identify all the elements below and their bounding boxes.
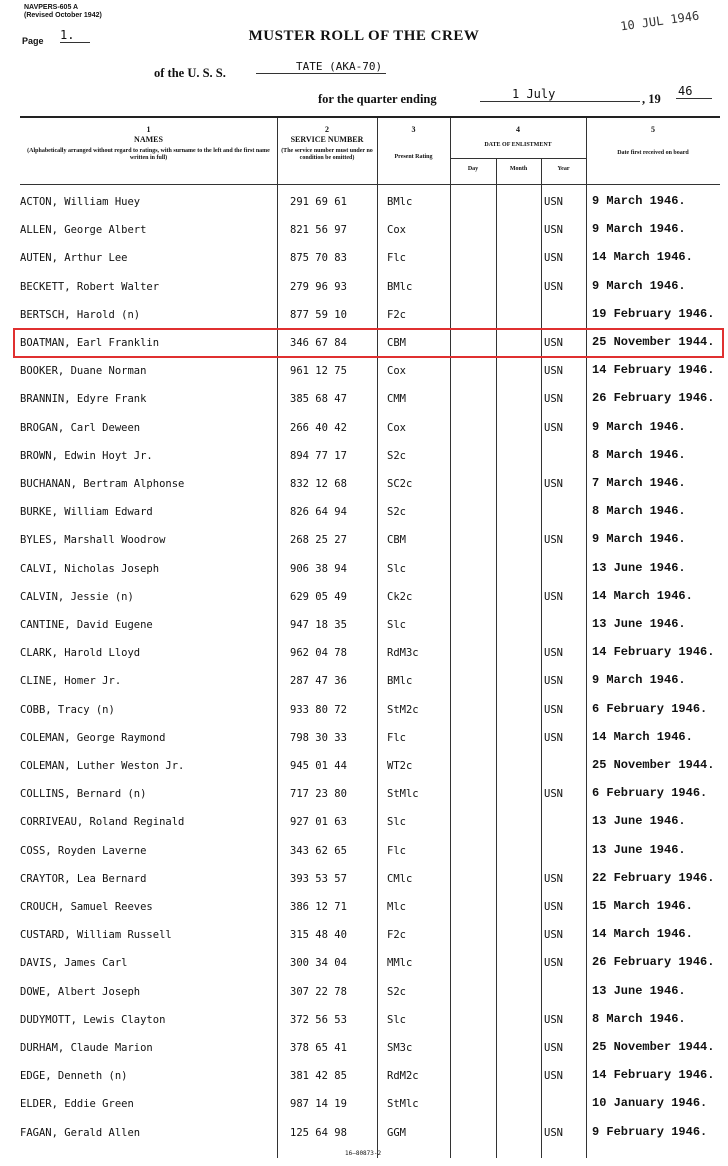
service-number: 300 34 04 bbox=[290, 957, 347, 970]
date-received: 7 March 1946. bbox=[592, 476, 686, 490]
date-received: 14 March 1946. bbox=[592, 588, 693, 603]
date-received: 25 November 1944. bbox=[592, 335, 715, 349]
col4-month: Month bbox=[509, 166, 528, 172]
quarter-label: for the quarter ending bbox=[318, 92, 437, 106]
service-number: 629 05 49 bbox=[290, 590, 347, 603]
service-number: 372 56 53 bbox=[290, 1013, 347, 1026]
crew-name: CLINE, Homer Jr. bbox=[20, 675, 122, 688]
service-number: 832 12 68 bbox=[290, 478, 347, 490]
present-rating: WT2c bbox=[387, 760, 413, 772]
service-number: 315 48 40 bbox=[290, 929, 347, 942]
service-number: 346 67 84 bbox=[290, 337, 347, 349]
date-received: 9 March 1946. bbox=[592, 194, 686, 208]
enlistment-year: USN bbox=[544, 337, 563, 349]
date-received: 14 March 1946. bbox=[592, 729, 693, 744]
enlistment-year: USN bbox=[544, 252, 563, 265]
service-number: 875 70 83 bbox=[290, 252, 347, 265]
enlistment-year: USN bbox=[544, 929, 563, 942]
table-row bbox=[20, 895, 720, 923]
crew-name: COLLINS, Bernard (n) bbox=[20, 788, 147, 801]
table-row bbox=[20, 303, 720, 331]
enlistment-year: USN bbox=[544, 196, 563, 208]
table-row bbox=[20, 557, 720, 585]
crew-name: BUCHANAN, Bertram Alphonse bbox=[20, 478, 185, 490]
table-row bbox=[20, 839, 720, 867]
service-number: 385 68 47 bbox=[290, 393, 347, 406]
service-number: 287 47 36 bbox=[290, 675, 347, 688]
enlistment-year: USN bbox=[544, 647, 563, 660]
date-received: 8 March 1946. bbox=[592, 1011, 686, 1026]
present-rating: StMlc bbox=[387, 1098, 419, 1111]
crew-name: DOWE, Albert Joseph bbox=[20, 985, 141, 998]
crew-name: DUDYMOTT, Lewis Clayton bbox=[20, 1013, 166, 1026]
date-received: 15 March 1946. bbox=[592, 899, 693, 913]
table-row bbox=[20, 951, 720, 979]
date-received: 9 March 1946. bbox=[592, 419, 686, 434]
year-prefix: , 19 bbox=[642, 92, 661, 106]
present-rating: Flc bbox=[387, 252, 406, 265]
col3-title: Present Rating bbox=[394, 154, 433, 160]
present-rating: RdM3c bbox=[387, 647, 419, 660]
form-id bbox=[24, 4, 102, 20]
enlistment-year: USN bbox=[544, 393, 563, 406]
present-rating: Slc bbox=[387, 1013, 406, 1026]
enlistment-year: USN bbox=[544, 957, 563, 970]
service-number: 962 04 78 bbox=[290, 647, 347, 660]
table-row bbox=[20, 669, 720, 697]
service-number: 947 18 35 bbox=[290, 619, 347, 631]
date-received: 6 February 1946. bbox=[592, 786, 708, 801]
col4-title: DATE OF ENLISTMENT bbox=[484, 142, 552, 148]
crew-name: CUSTARD, William Russell bbox=[20, 929, 172, 942]
enlistment-year: USN bbox=[544, 901, 563, 913]
crew-name: BROWN, Edwin Hoyt Jr. bbox=[20, 449, 153, 462]
table-row bbox=[20, 1064, 720, 1092]
date-received: 9 March 1946. bbox=[592, 278, 686, 293]
present-rating: Slc bbox=[387, 619, 406, 631]
crew-name: BECKETT, Robert Walter bbox=[20, 280, 160, 293]
col5-title: Date first received on board bbox=[617, 150, 689, 156]
service-number: 279 96 93 bbox=[290, 280, 347, 293]
date-received: 9 March 1946. bbox=[592, 222, 686, 237]
page-title: MUSTER ROLL OF THE CREW bbox=[248, 28, 480, 44]
present-rating: BMlc bbox=[387, 280, 413, 293]
date-received: 9 March 1946. bbox=[592, 532, 686, 547]
present-rating: StMlc bbox=[387, 788, 419, 801]
service-number: 927 01 63 bbox=[290, 816, 347, 829]
date-received: 8 March 1946. bbox=[592, 504, 686, 519]
date-received: 13 June 1946. bbox=[592, 560, 686, 575]
enlistment-year: USN bbox=[544, 788, 563, 801]
present-rating: Slc bbox=[387, 816, 406, 829]
col4-day: Day bbox=[467, 166, 479, 172]
enlistment-year: USN bbox=[544, 534, 563, 547]
crew-name: DURHAM, Claude Marion bbox=[20, 1042, 153, 1054]
table-row bbox=[20, 1092, 720, 1120]
present-rating: StM2c bbox=[387, 703, 419, 716]
enlistment-year: USN bbox=[544, 731, 563, 744]
col1-title: NAMES bbox=[134, 135, 163, 144]
date-received: 13 June 1946. bbox=[592, 983, 686, 998]
present-rating: BMlc bbox=[387, 196, 413, 208]
date-received: 26 February 1946. bbox=[592, 955, 715, 970]
crew-name: COBB, Tracy (n) bbox=[20, 703, 115, 716]
present-rating: F2c bbox=[387, 929, 406, 942]
present-rating: SC2c bbox=[387, 478, 413, 490]
table-row bbox=[20, 444, 720, 472]
crew-name: CRAYTOR, Lea Bernard bbox=[20, 872, 147, 885]
present-rating: Mlc bbox=[387, 901, 406, 913]
col4-number: 4 bbox=[516, 125, 520, 134]
date-stamp: 10 JUL 1946 bbox=[619, 8, 701, 34]
table-row bbox=[20, 246, 720, 274]
present-rating: Flc bbox=[387, 844, 406, 857]
crew-name: EDGE, Denneth (n) bbox=[20, 1070, 128, 1083]
date-received: 9 March 1946. bbox=[592, 673, 686, 688]
present-rating: CMM bbox=[387, 393, 406, 406]
table-row bbox=[20, 613, 720, 641]
date-received: 14 February 1946. bbox=[592, 645, 715, 660]
page-label: Page bbox=[22, 36, 44, 46]
enlistment-year: USN bbox=[544, 590, 563, 603]
table-row bbox=[20, 585, 720, 613]
service-number: 717 23 80 bbox=[290, 788, 347, 801]
table-row bbox=[20, 641, 720, 669]
service-number: 906 38 94 bbox=[290, 562, 347, 575]
service-number: 268 25 27 bbox=[290, 534, 347, 547]
table-row bbox=[20, 190, 720, 218]
crew-name: COLEMAN, Luther Weston Jr. bbox=[20, 760, 185, 772]
table-row bbox=[20, 472, 720, 500]
ship-label: of the U. S. S. bbox=[154, 66, 226, 80]
present-rating: S2c bbox=[387, 985, 406, 998]
crew-name: BOOKER, Duane Norman bbox=[20, 365, 147, 378]
service-number: 894 77 17 bbox=[290, 449, 347, 462]
crew-name: FAGAN, Gerald Allen bbox=[20, 1126, 141, 1139]
table-row bbox=[20, 754, 720, 782]
col2-title: SERVICE NUMBER bbox=[290, 135, 364, 144]
date-received: 13 June 1946. bbox=[592, 842, 686, 857]
year-value: 46 bbox=[676, 84, 712, 99]
service-number: 291 69 61 bbox=[290, 196, 347, 208]
date-received: 25 November 1944. bbox=[592, 1040, 715, 1054]
table-row bbox=[20, 218, 720, 246]
col1-note: (Alphabetically arranged without regard to ratings, with surname to the left and the first name written in full) bbox=[27, 148, 270, 161]
enlistment-year: USN bbox=[544, 1070, 563, 1083]
date-received: 10 January 1946. bbox=[592, 1096, 708, 1111]
service-number: 821 56 97 bbox=[290, 224, 347, 237]
present-rating: SM3c bbox=[387, 1042, 413, 1054]
enlistment-year: USN bbox=[544, 280, 563, 293]
crew-name: BURKE, William Edward bbox=[20, 506, 153, 519]
crew-name: CLARK, Harold Lloyd bbox=[20, 647, 141, 660]
crew-name: AUTEN, Arthur Lee bbox=[20, 252, 128, 265]
crew-name: BROGAN, Carl Deween bbox=[20, 421, 141, 434]
service-number: 307 22 78 bbox=[290, 985, 347, 998]
ship-name: TATE (AKA-70) bbox=[256, 60, 386, 74]
present-rating: S2c bbox=[387, 506, 406, 519]
enlistment-year: USN bbox=[544, 1126, 563, 1139]
crew-name: CROUCH, Samuel Reeves bbox=[20, 901, 153, 913]
service-number: 877 59 10 bbox=[290, 308, 347, 321]
table-row bbox=[20, 698, 720, 726]
enlistment-year: USN bbox=[544, 224, 563, 237]
date-received: 13 June 1946. bbox=[592, 814, 686, 829]
table-row bbox=[20, 867, 720, 895]
present-rating: Slc bbox=[387, 562, 406, 575]
enlistment-year: USN bbox=[544, 1042, 563, 1054]
crew-name: BOATMAN, Earl Franklin bbox=[20, 337, 160, 349]
page-number: 1. bbox=[60, 28, 90, 43]
date-received: 14 March 1946. bbox=[592, 927, 693, 942]
present-rating: Cox bbox=[387, 365, 406, 378]
table-row bbox=[20, 1008, 720, 1036]
present-rating: Cox bbox=[387, 421, 406, 434]
date-received: 13 June 1946. bbox=[592, 617, 686, 631]
service-number: 961 12 75 bbox=[290, 365, 347, 378]
col5-number: 5 bbox=[651, 125, 655, 134]
present-rating: Ck2c bbox=[387, 590, 413, 603]
crew-name: ELDER, Eddie Green bbox=[20, 1098, 134, 1111]
service-number: 125 64 98 bbox=[290, 1126, 347, 1139]
date-received: 9 February 1946. bbox=[592, 1124, 708, 1139]
date-received: 14 February 1946. bbox=[592, 1068, 715, 1083]
date-received: 6 February 1946. bbox=[592, 701, 708, 716]
table-row bbox=[20, 726, 720, 754]
form-id-revised: (Revised October 1942) bbox=[24, 12, 102, 19]
present-rating: RdM2c bbox=[387, 1070, 419, 1083]
enlistment-year: USN bbox=[544, 421, 563, 434]
service-number: 343 62 65 bbox=[290, 844, 347, 857]
date-received: 25 November 1944. bbox=[592, 758, 715, 772]
date-received: 19 February 1946. bbox=[592, 306, 715, 321]
table-row bbox=[20, 528, 720, 556]
crew-name: BYLES, Marshall Woodrow bbox=[20, 534, 166, 547]
date-received: 14 February 1946. bbox=[592, 363, 715, 378]
col4-year: Year bbox=[557, 166, 570, 172]
col3-number: 3 bbox=[411, 125, 416, 134]
table-row bbox=[20, 359, 720, 387]
header-bottom-rule bbox=[20, 184, 720, 185]
service-number: 381 42 85 bbox=[290, 1070, 347, 1083]
enlistment-year: USN bbox=[544, 1013, 563, 1026]
table-row bbox=[20, 923, 720, 951]
table-row bbox=[20, 387, 720, 415]
crew-name: CALVIN, Jessie (n) bbox=[20, 590, 134, 603]
date-received: 22 February 1946. bbox=[592, 870, 715, 885]
present-rating: CBM bbox=[387, 337, 406, 349]
present-rating: Cox bbox=[387, 224, 406, 237]
table-row bbox=[20, 1121, 720, 1149]
present-rating: S2c bbox=[387, 449, 406, 462]
present-rating: BMlc bbox=[387, 675, 413, 688]
enlistment-year: USN bbox=[544, 703, 563, 716]
crew-name: BERTSCH, Harold (n) bbox=[20, 308, 141, 321]
enlistment-year: USN bbox=[544, 872, 563, 885]
row-divider bbox=[450, 158, 586, 159]
table-row bbox=[20, 500, 720, 528]
table-row bbox=[20, 810, 720, 838]
present-rating: F2c bbox=[387, 308, 406, 321]
present-rating: MMlc bbox=[387, 957, 413, 970]
date-received: 26 February 1946. bbox=[592, 391, 715, 406]
present-rating: GGM bbox=[387, 1126, 406, 1139]
crew-name: DAVIS, James Carl bbox=[20, 957, 128, 970]
crew-name: CANTINE, David Eugene bbox=[20, 619, 153, 631]
footer-code: 16—80873-2 bbox=[345, 1150, 382, 1157]
present-rating: CMlc bbox=[387, 872, 413, 885]
col2-note: (The service number must under no condition be omitted) bbox=[281, 148, 373, 161]
table-row bbox=[20, 416, 720, 444]
crew-name: CORRIVEAU, Roland Reginald bbox=[20, 816, 185, 829]
service-number: 826 64 94 bbox=[290, 506, 347, 519]
selected-row-highlight bbox=[13, 328, 724, 358]
form-id-number: NAVPERS-605 A bbox=[24, 4, 79, 11]
crew-name: BRANNIN, Edyre Frank bbox=[20, 393, 147, 406]
crew-name: ALLEN, George Albert bbox=[20, 224, 147, 237]
crew-name: CALVI, Nicholas Joseph bbox=[20, 562, 160, 575]
table-row bbox=[20, 980, 720, 1008]
service-number: 386 12 71 bbox=[290, 901, 347, 913]
enlistment-year: USN bbox=[544, 365, 563, 378]
crew-name: ACTON, William Huey bbox=[20, 196, 141, 208]
table-row bbox=[20, 275, 720, 303]
service-number: 798 30 33 bbox=[290, 731, 347, 744]
table-row bbox=[20, 1036, 720, 1064]
service-number: 378 65 41 bbox=[290, 1042, 347, 1054]
enlistment-year: USN bbox=[544, 675, 563, 688]
crew-name: COSS, Royden Laverne bbox=[20, 844, 147, 857]
service-number: 933 80 72 bbox=[290, 703, 347, 716]
col1-number: 1 bbox=[146, 125, 151, 134]
quarter-value: 1 July bbox=[480, 87, 640, 102]
service-number: 393 53 57 bbox=[290, 872, 347, 885]
date-received: 14 March 1946. bbox=[592, 250, 693, 265]
col2-number: 2 bbox=[325, 125, 329, 134]
table-row bbox=[20, 782, 720, 810]
crew-name: COLEMAN, George Raymond bbox=[20, 731, 166, 744]
service-number: 987 14 19 bbox=[290, 1098, 347, 1111]
present-rating: Flc bbox=[387, 731, 406, 744]
enlistment-year: USN bbox=[544, 478, 563, 490]
present-rating: CBM bbox=[387, 534, 406, 547]
service-number: 266 40 42 bbox=[290, 421, 347, 434]
date-received: 8 March 1946. bbox=[592, 447, 686, 462]
service-number: 945 01 44 bbox=[290, 760, 347, 772]
